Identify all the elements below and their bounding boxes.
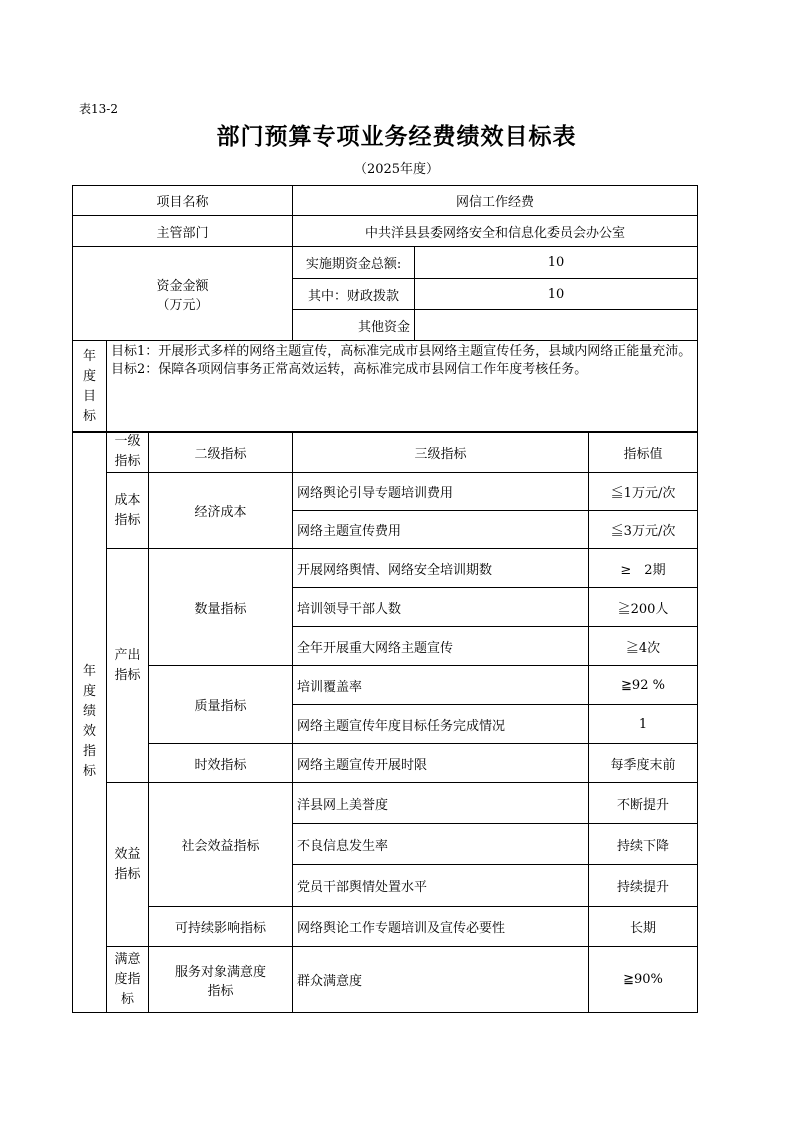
table-row: 党员干部舆情处置水平 [293,865,589,907]
sustainability-indicator-label: 可持续影响指标 [149,907,293,947]
quality-indicator-label: 质量指标 [149,666,293,744]
satisfaction-indicator-label: 满意 度指 标 [107,947,149,1013]
indicator-value: ≧90% [589,947,698,1013]
goal-2: 目标2：保障各项网信事务正常高效运转，高标准完成市县网信工作年度考核任务。 [111,362,588,377]
table-row: 洋县网上美誉度 [293,783,589,824]
header-value: 指标值 [589,432,698,473]
table-row: 网络舆论工作专题培训及宣传必要性 [293,907,589,947]
indicator-value: ≦3万元/次 [589,511,698,549]
table-row: 网络舆论引导专题培训费用 [293,473,589,511]
indicator-value: 持续下降 [589,824,698,865]
indicator-value: 每季度末前 [589,744,698,783]
fiscal-year: （2025年度） [353,162,440,177]
total-funds-label: 实施期资金总额: [293,247,415,279]
indicator-value: 长期 [589,907,698,947]
header-level3: 三级指标 [293,432,589,473]
fiscal-funds-label: 其中：财政拨款 [293,279,415,310]
other-funds-label: 其他资金 [293,310,415,341]
indicator-value: ≧200人 [589,588,698,627]
department-label: 主管部门 [73,216,293,247]
table-row: 网络主题宣传年度目标任务完成情况 [293,705,589,744]
table-row: 培训领导干部人数 [293,588,589,627]
output-indicator-label: 产出 指标 [107,549,149,783]
indicator-value: 不断提升 [589,783,698,824]
header-level1: 一级 指标 [107,432,149,473]
indicator-value: 1 [589,705,698,744]
total-funds-value: 10 [415,247,698,279]
annual-indicators-label: 年 度 绩 效 指 标 [73,432,107,1013]
social-benefit-label: 社会效益指标 [149,783,293,907]
table-row: 群众满意度 [293,947,589,1013]
fiscal-funds-value: 10 [415,279,698,310]
indicator-value: 持续提升 [589,865,698,907]
indicator-value: ≦1万元/次 [589,473,698,511]
department-value: 中共洋县县委网络安全和信息化委员会办公室 [293,216,698,247]
other-funds-value [415,310,698,341]
cost-indicator-label: 成本 指标 [107,473,149,549]
indicator-value: ≥ 2期 [589,549,698,588]
funds-label [73,247,293,341]
economic-cost-label: 经济成本 [149,473,293,549]
quantity-indicator-label: 数量指标 [149,549,293,666]
indicator-value: ≧92 % [589,666,698,705]
goal-1: 目标1：开展形式多样的网络主题宣传，高标准完成市县网络主题宣传任务，县域内网络正能量充沛。 [111,344,692,359]
table-row: 网络主题宣传费用 [293,511,589,549]
header-level2: 二级指标 [149,432,293,473]
indicator-value: ≧4次 [589,627,698,666]
table-row: 开展网络舆情、网络安全培训期数 [293,549,589,588]
page-title: 部门预算专项业务经费绩效目标表 [216,124,577,150]
project-info-table [72,185,698,433]
benefit-indicator-label: 效益 指标 [107,783,149,947]
timeliness-indicator-label: 时效指标 [149,744,293,783]
table-row: 网络主题宣传开展时限 [293,744,589,783]
table-code: 表13-2 [79,102,118,116]
annual-goals-content [107,341,698,433]
funds-label-line2: （万元） [156,297,209,313]
table-row: 全年开展重大网络主题宣传 [293,627,589,666]
project-name-value: 网信工作经费 [293,186,698,216]
funds-label-line1: 资金金额 [156,278,209,294]
indicators-table [72,431,698,1013]
service-satisfaction-label: 服务对象满意度 指标 [149,947,293,1013]
table-row: 不良信息发生率 [293,824,589,865]
table-row: 培训覆盖率 [293,666,589,705]
annual-goals-label: 年 度 目 标 [73,341,107,433]
project-name-label: 项目名称 [73,186,293,216]
